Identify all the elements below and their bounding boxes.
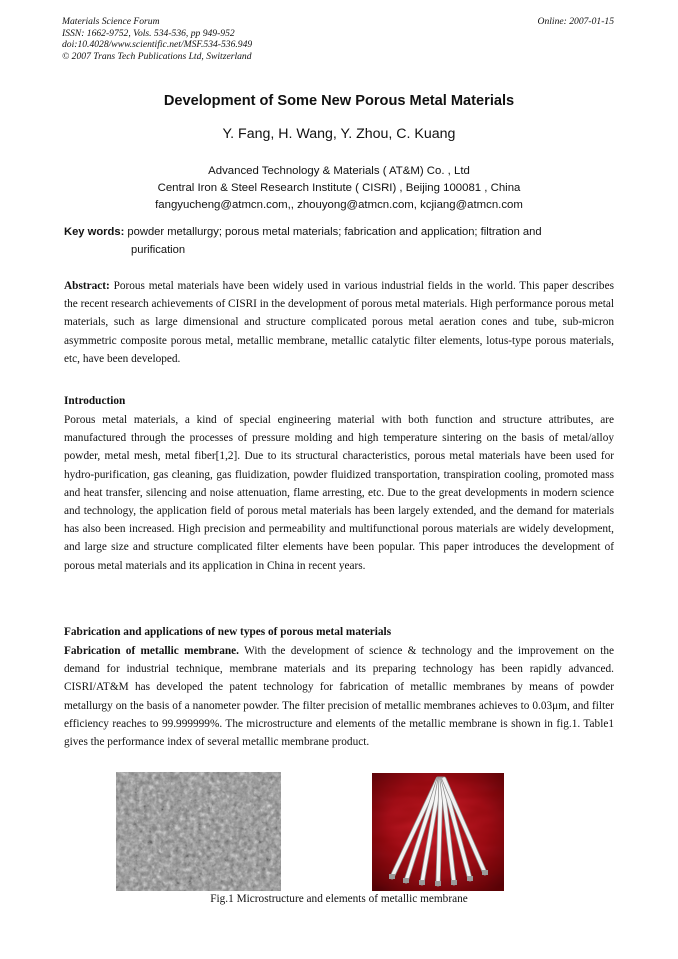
microstructure-image	[116, 772, 281, 891]
membrane-elements-image	[372, 773, 504, 891]
figure-caption: Fig.1 Microstructure and elements of metallic membrane	[210, 893, 468, 905]
copyright-line: © 2007 Trans Tech Publications Ltd, Switzerland	[62, 50, 252, 62]
journal-header	[62, 16, 252, 62]
affiliation-block	[0, 163, 678, 214]
keywords-line-2: purification	[131, 244, 186, 256]
affiliation-institute: Central Iron & Steel Research Institute ( CISRI) , Beijing 100081 , China	[157, 182, 521, 194]
introduction-text: Porous metal materials, a kind of special engineering material with both function and structure attributes, are manufactured through the processes of pressure molding and high temperature sintering on the basis of metal/alloy powder, metal mesh, metal fiber[1,2]. Due to its structural characteristics, porous metal materials have been used for hydro-purification, gas cleaning, gas fluidization, powder fluidized transportation, transpiration cooling, promoted mass and heat transfer, silencing and noise attenuation, flame arresting, etc. Due to the great developments in modern science and technology, the application field of porous metal materials has been largely extended, and the demand for materials has also been increased. High precision and permeability and multifunctional porous materials are widely development, and large size and structure complicated filter elements have been popular. This paper introduces the development of porous metal materials and its application in China in recent years.	[64, 414, 614, 572]
fabrication-paragraph	[64, 642, 614, 751]
journal-name: Materials Science Forum	[62, 16, 160, 27]
introduction-heading: Introduction	[64, 395, 126, 407]
keywords-label: Key words:	[64, 226, 125, 238]
fabrication-text: With the development of science & technology and the improvement on the demand for industrial technique, membrane materials and its preparing technology has been rapidly advanced. CISRI/AT&M has developed the patent technology for fabrication of metallic membranes by means of powder metallurgy on the basis of a nanometer powder. The filter precision of metallic membranes achieves to 0.03μm, and filter efficiency reaches to 99.999999%. The microstructure and elements of the metallic membrane is shown in fig.1. Table1 gives the performance index of several metallic membrane product.	[64, 645, 615, 749]
keywords	[64, 223, 614, 259]
abstract-text: Porous metal materials have been widely used in various industrial fields in the world. This paper describes the recent research achievements of CISRI in the development of porous metal materials. High performance porous metal materials, such as large dimensional and structure complicated porous metal aeration cones and tube, sub-micron asymmetric composite porous metal, metallic membrane, metallic catalytic filter elements, lotus-type porous materials, etc, have been developed.	[64, 280, 614, 365]
affiliation-company: Advanced Technology & Materials ( AT&M) Co. , Ltd	[208, 165, 470, 177]
paper-title: Development of Some New Porous Metal Materials	[163, 93, 515, 109]
doi-line: doi:10.4028/www.scientific.net/MSF.534-536.949	[62, 39, 253, 51]
paper-authors: Y. Fang, H. Wang, Y. Zhou, C. Kuang	[222, 126, 456, 142]
fabrication-heading: Fabrication and applications of new types of porous metal materials	[64, 626, 392, 638]
online-date: Online: 2007-01-15	[537, 16, 614, 27]
keywords-line-1: powder metallurgy; porous metal materials; fabrication and application; filtration and	[127, 226, 542, 238]
author-emails: fangyucheng@atmcn.com,, zhouyong@atmcn.com, kcjiang@atmcn.com	[155, 199, 523, 211]
fabrication-subheading: Fabrication of metallic membrane.	[64, 645, 240, 657]
abstract	[64, 277, 614, 368]
issn-line: ISSN: 1662-9752, Vols. 534-536, pp 949-952	[62, 27, 235, 39]
abstract-label: Abstract:	[64, 280, 110, 292]
